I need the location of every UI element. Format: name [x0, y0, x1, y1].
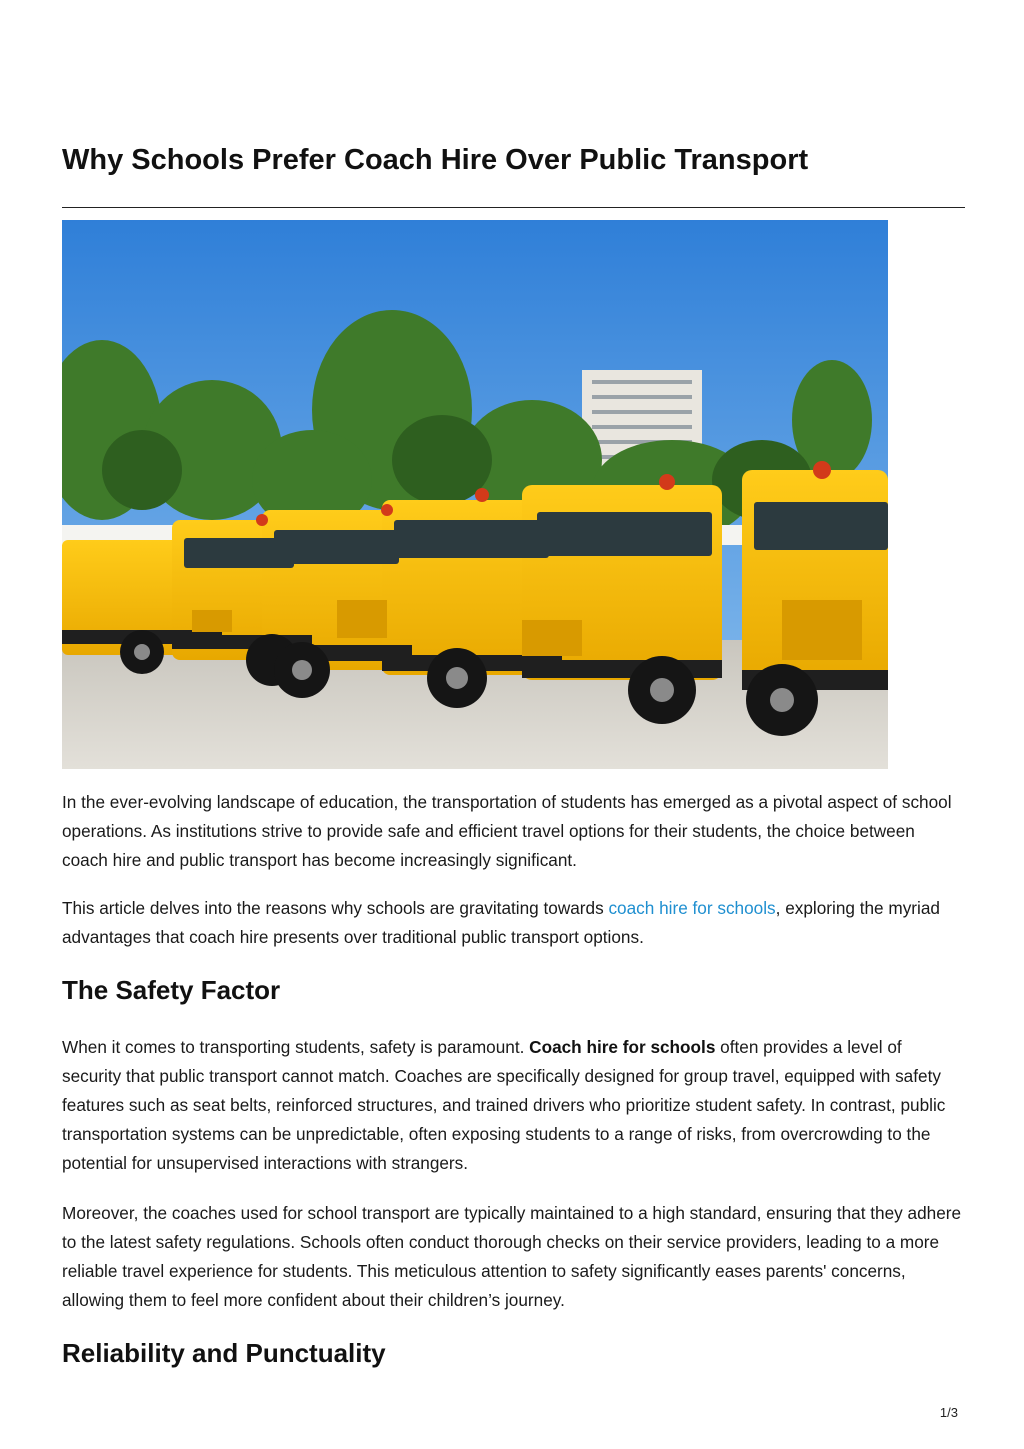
intro-paragraph-2 — [62, 894, 964, 952]
coach-hire-for-schools-link[interactable]: coach hire for schools — [608, 898, 776, 918]
safety-paragraph-2: Moreover, the coaches used for school transport are typically maintained to a high standard, ensuring that they adhere to the latest safety regulations. Schools often conduct thorough checks on their service providers, leading to a more reliable travel experience for students. This meticulous attention to safety significantly eases parents' concerns, allowing them to feel more confident about their children’s journey. — [62, 1203, 962, 1310]
article-title: Why Schools Prefer Coach Hire Over Public Transport — [62, 144, 809, 176]
safety-paragraph-1 — [62, 1033, 964, 1178]
page-number: 1/3 — [939, 1405, 958, 1420]
intro-paragraph-1: In the ever-evolving landscape of education, the transportation of students has emerged as a pivotal aspect of school operations. As institutions strive to provide safe and efficient travel options for their students, the choice between coach hire and public transport has become increasingly significant. — [62, 792, 952, 870]
safety-paragraph-1-bold: Coach hire for schools — [529, 1037, 716, 1057]
intro-paragraph-2-text-before: This article delves into the reasons why schools are gravitating towards — [62, 898, 609, 918]
title-divider — [62, 207, 965, 208]
intro-paragraph-2-text-after: , exploring the myriad advantages that coach hire presents over traditional public transport options. — [62, 898, 940, 947]
section-heading-safety: The Safety Factor — [62, 975, 281, 1005]
section-heading-reliability: Reliability and Punctuality — [62, 1338, 386, 1368]
safety-paragraph-1-text-after: often provides a level of security that public transport cannot match. Coaches are specifically designed for group travel, equipped with safety features such as seat belts, reinforced structures, and trained drivers who prioritize student safety. In contrast, public transportation systems can be unpredictable, often exposing students to a range of risks, from overcrowding to the potential for unsupervised interactions with strangers. — [62, 1037, 946, 1173]
hero-image-school-buses — [62, 220, 888, 769]
safety-paragraph-1-text-before: When it comes to transporting students, safety is paramount. — [62, 1037, 530, 1057]
